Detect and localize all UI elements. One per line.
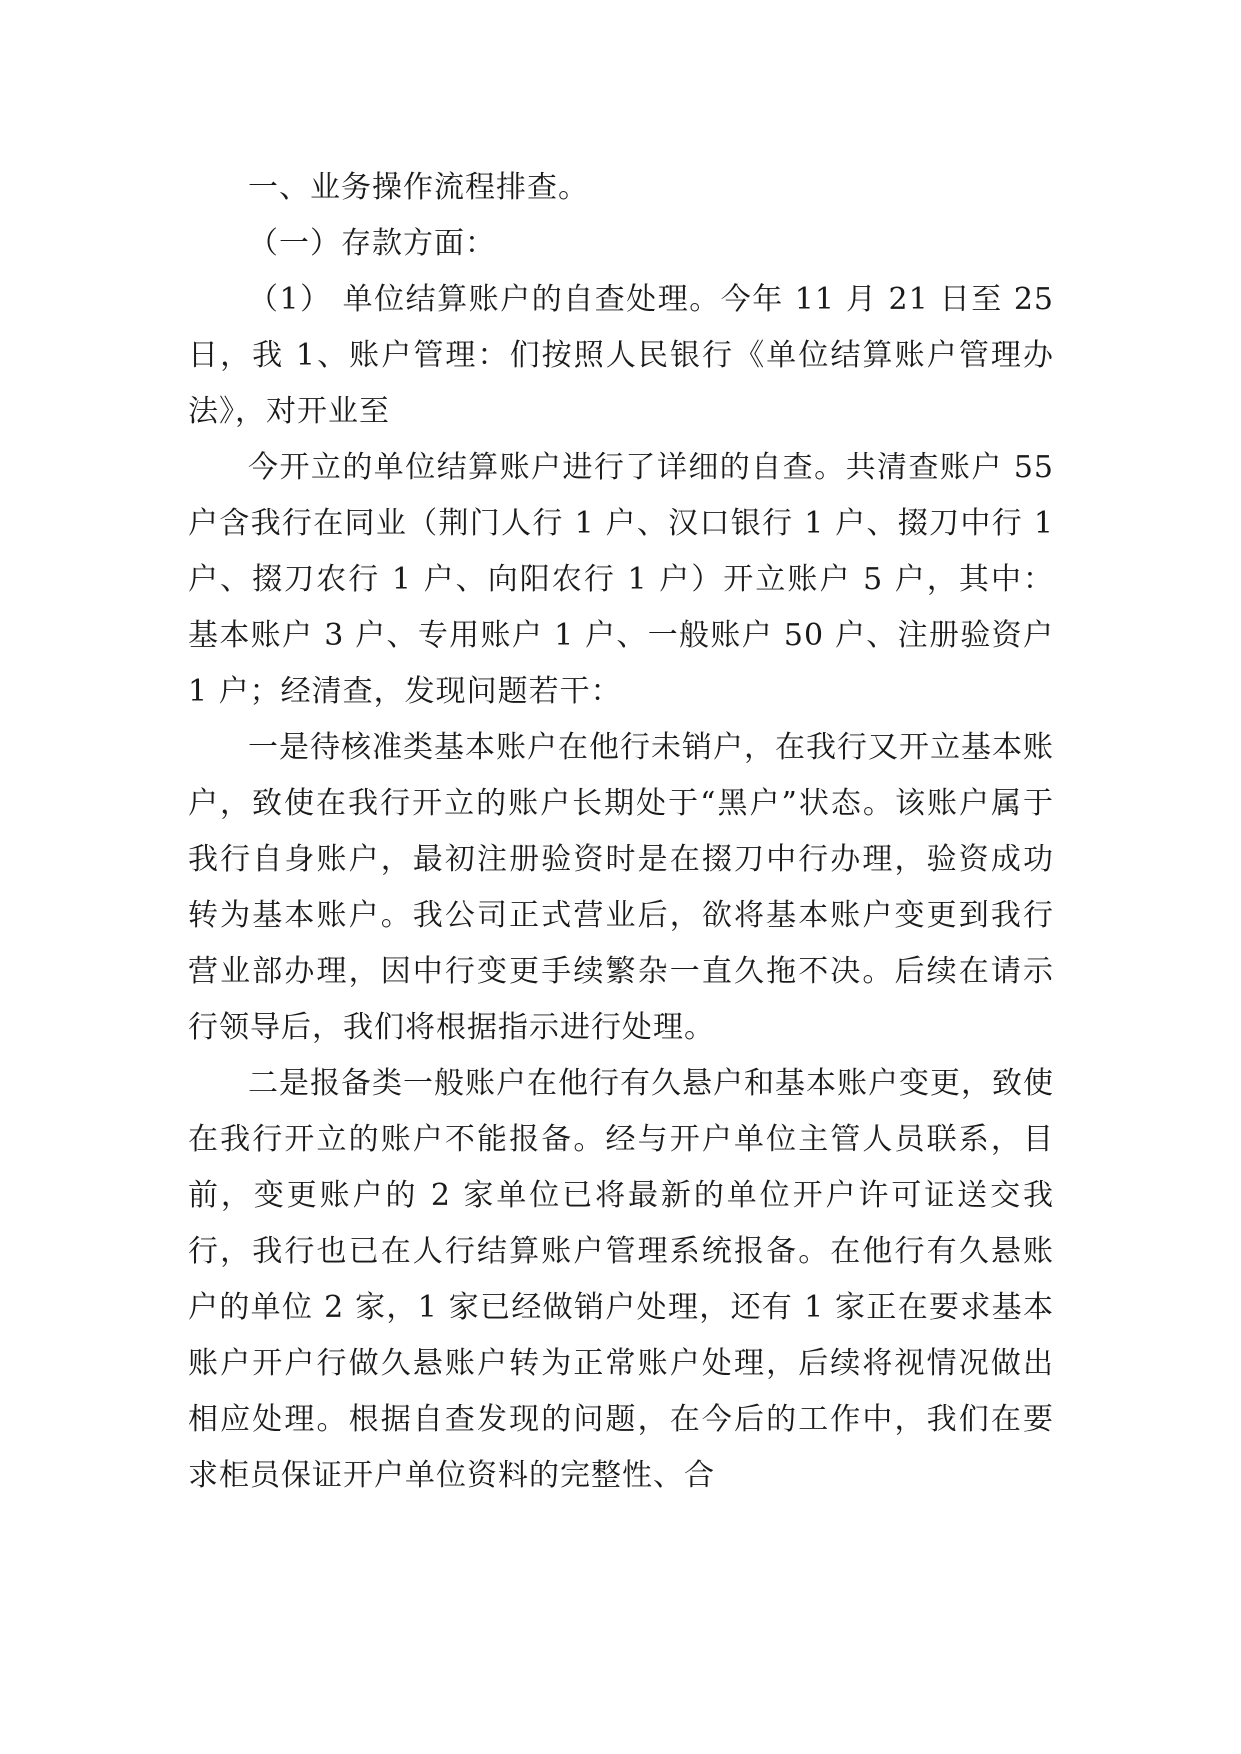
subsection-heading: （一）存款方面：: [248, 226, 496, 261]
document-body: [188, 160, 1054, 1504]
paragraph-4: 二是报备类一般账户在他行有久悬户和基本账户变更，致使在我行开立的账户不能报备。经与开户单位主管人员联系，目前，变更账户的 2 家单位已将最新的单位开户许可证送交我行，我行也已在人行结算账户管理系统报备。在他行有久悬账户的单位 2 家，1 家已经做销户处理，还有 1 家正在要求基本账户开户行做久悬账户转为正常账户处理，后续将视情况做出相应处理。根据自查发现的问题，在今后的工作中，我们在要求柜员保证开户单位资料的完整性、合: [188, 1066, 1054, 1493]
paragraph-1: （1） 单位结算账户的自查处理。今年 11 月 21 日至 25 日，我 1、账户管理：们按照人民银行《单位结算账户管理办法》，对开业至: [188, 282, 1054, 429]
section-heading: 一、业务操作流程排查。: [248, 170, 589, 205]
paragraph-3: 一是待核准类基本账户在他行未销户，在我行又开立基本账户，致使在我行开立的账户长期处于“黑户”状态。该账户属于我行自身账户，最初注册验资时是在掇刀中行办理，验资成功转为基本账户。我公司正式营业后，欲将基本账户变更到我行营业部办理，因中行变更手续繁杂一直久拖不决。后续在请示行领导后，我们将根据指示进行处理。: [188, 730, 1054, 1045]
paragraph-2: 今开立的单位结算账户进行了详细的自查。共清查账户 55 户含我行在同业（荆门人行 1 户、汉口银行 1 户、掇刀中行 1 户、掇刀农行 1 户、向阳农行 1 户）开立账户 5 户，其中：基本账户 3 户、专用账户 1 户、一般账户 50 户、注册验资户 1 户；经清查，发现问题若干：: [188, 450, 1054, 709]
